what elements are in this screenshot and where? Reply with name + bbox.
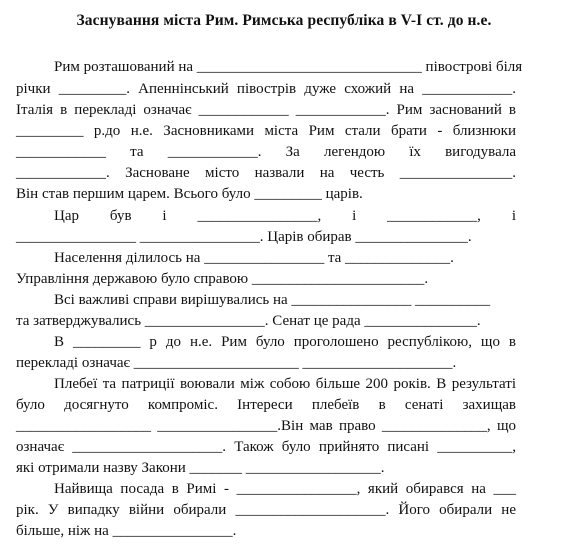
- text-line-6: ____________. Засноване місто назвали на честь _______________.: [16, 165, 516, 181]
- text-line-10: Населення ділилось на ________________ та ______________.: [54, 250, 454, 266]
- text-line-7: Він став першим царем. Всього було _________ царів.: [16, 186, 363, 202]
- text-line-21: Найвища посада в Римі - ________________, який обирався на ___: [54, 481, 516, 497]
- text-line-16: Плебеї та патриції воювали між собою більше 200 років. В результаті: [54, 376, 516, 392]
- text-line-9: ________________ ________________. Царів обирав _______________.: [16, 229, 472, 245]
- text-line-12: Всі важливі справи вирішувались на ________________ __________: [54, 292, 491, 308]
- text-line-17: було досягнуто компроміс. Інтереси плебеїв в сенаті захищав: [16, 397, 516, 413]
- text-line-11: Управління державою було справою _______________________.: [16, 271, 429, 287]
- text-line-15: перекладі означає ______________________ ____________________.: [16, 355, 457, 371]
- text-line-1: Рим розташований на ______________________________ півострові біля: [54, 59, 523, 75]
- text-line-20: які отримали назву Закони _______ __________________.: [16, 460, 385, 476]
- text-line-14: В _________ р до н.е. Рим було проголошено республікою, що в: [54, 334, 516, 350]
- text-line-3: Італія в перекладі означає ____________ ____________. Рим заснований в: [16, 102, 516, 118]
- text-line-2: річки _________. Апеннінський півострів дуже схожий на ____________.: [16, 81, 516, 97]
- text-line-5: ____________ та ____________. За легендою їх вигодувала: [16, 144, 516, 160]
- text-line-18: __________________ ________________.Він мав право ______________, що: [16, 418, 516, 434]
- text-line-8: Цар був і ________________, і ____________, і: [54, 208, 516, 224]
- text-line-19: означає ____________________. Також було прийнято писані __________,: [16, 439, 516, 455]
- page-title: Заснування міста Рим. Римська республіка в V-I ст. до н.е.: [76, 12, 492, 29]
- text-line-23: більше, ніж на ________________.: [16, 523, 237, 539]
- text-line-4: _________ р.до н.е. Засновниками міста Рим стали брати - близнюки: [16, 123, 516, 139]
- text-line-13: та затверджувались ________________. Сенат це рада _______________.: [16, 313, 481, 329]
- text-line-22: рік. У випадку війни обирали ____________________. Його обирали не: [16, 502, 516, 518]
